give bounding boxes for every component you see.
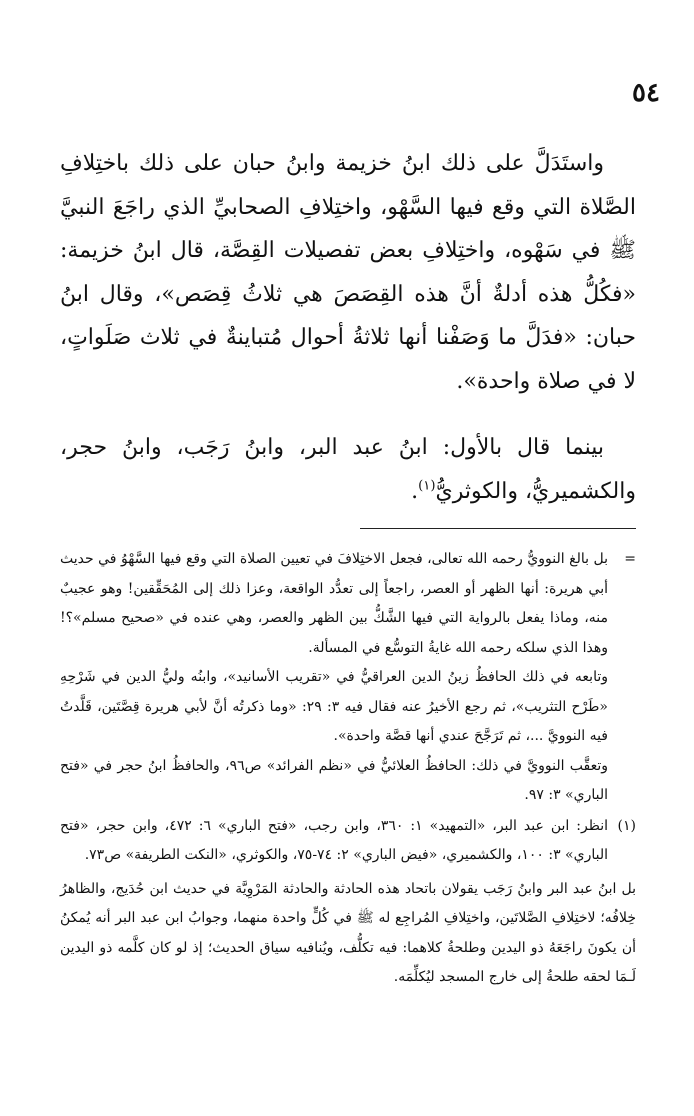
- footnotes: [60, 545, 636, 993]
- footnote-1: [60, 812, 636, 871]
- footnote-continuation-p1: بل بالغ النوويُّ رحمه الله تعالى، فجعل الاختِلافَ في تعيين الصلاة التي وقع فيها السَّهْوُ في حديث أبي هريرة: أنها الظهر أو العصر، راجعاً إلى تعدُّد الواقعة، وعزا ذلك إلى المُحَقِّقين! وهو عجيبٌ منه، وماذا يفعل بالرواية التي فيها الشَّكُّ بين الظهر والعصر، وهي عنده في «صحيح مسلم»؟! وهذا الذي سلكه رحمه الله غايةُ التوسُّع في المسألة.: [60, 551, 608, 656]
- main-paragraph-2: [60, 426, 636, 513]
- footnote-reference-1: (١): [418, 478, 436, 494]
- main-paragraph-1: واستَدَلَّ على ذلك ابنُ خزيمة وابنُ حبان على ذلك باختِلافِ الصَّلاة التي وقع فيها السَّهْو، واختِلافِ الصحابيِّ الذي راجَعَ النبيَّ ﷺ في سَهْوه، واختِلافِ بعض تفصيلات القِصَّة، قال ابنُ خزيمة: «فكُلُّ هذه أدلةٌ أنَّ هذه القِصَصَ هي ثلاثُ قِصَص»، وقال ابنُ حبان: «فدَلَّ ما وَصَفْنا أنها ثلاثةُ أحوال مُتباينةٌ في ثلاث صَلَواتٍ، لا في صلاة واحدة».: [60, 151, 636, 394]
- footnote-1-marker: (١): [617, 817, 636, 834]
- main-paragraph-2-end: .: [411, 478, 419, 504]
- footnote-continuation: [60, 545, 636, 811]
- footnote-continuation-p2: وتابعه في ذلك الحافظُ زينُ الدين العراقيُّ في «تقريب الأسانيد»، وابنُه وليُّ الدين في شَرْحِهِ «طَرْح التثريب»، ثم رجع الأخيرُ عنه فقال فيه ٣: ٢٩: «وما ذكرتُه أنَّ لأبي هريرة قِصَّتَين، قَلَّدتُ فيه النوويَّ ...، ثم تَرَجَّحَ عندي أنها قصَّة واحدة».: [60, 669, 608, 744]
- page-number: ٥٤: [632, 78, 660, 108]
- footnote-1-text: انظر: ابن عبد البر، «التمهيد» ١: ٣٦٠، وابن رجب، «فتح الباري» ٦: ٤٧٢، وابن حجر، «فتح الباري» ٣: ١٠٠، والكشميري، «فيض الباري» ٢: ٧٤-٧٥، والكوثري، «النكت الطريفة» ص٧٣.: [60, 817, 609, 863]
- footnote-1-extra-text: بل ابنُ عبد البر وابنُ رَجَب يقولان باتحاد هذه الحادثة والحادثة المَرْوِيَّة في حديث ابن حُدَيج، والظاهرُ خِلافُه؛ لاختِلافِ الصَّلاتَين، واختِلافِ المُراجِع له ﷺ في كُلٍّ واحدة منهما، وجوابُ ابن عبد البر أنه يُمكنُ أن يكونَ راجَعَهُ ذو اليدين وطلحةُ كلاهما: فيه تكلُّف، ويُنافيه سياق الحديث؛ إذ لو كان كلَّمه ذو اليدين لَـمَا لحقه طلحةُ إلى خارج المسجد ليُكلِّمَه.: [60, 880, 636, 985]
- main-paragraph-2-text: بينما قال بالأول: ابنُ عبد البر، وابنُ رَجَب، وابنُ حجر، والكشميريُّ، والكوثريُّ: [60, 435, 636, 504]
- footnote-divider: [360, 528, 636, 529]
- footnote-1-extra: [60, 875, 636, 993]
- continuation-marker: =: [624, 551, 636, 567]
- footnote-continuation-p3: وتعقَّب النوويَّ في ذلك: الحافظُ العلائيُّ في «نظم الفرائد» ص٩٦، والحافظُ ابنُ حجر في «فتح الباري» ٣: ٩٧.: [60, 757, 609, 803]
